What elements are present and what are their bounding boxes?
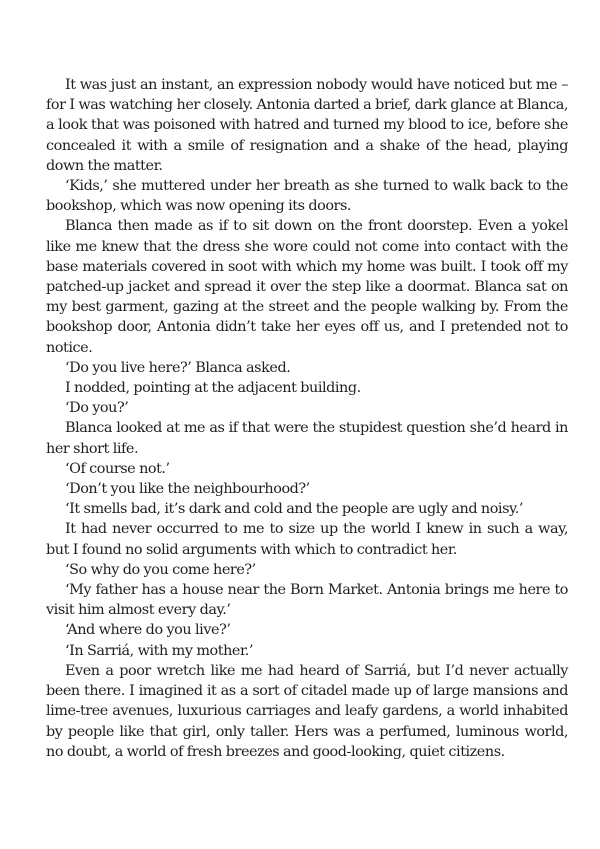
paragraph-2: ‘Kids,’ she muttered under her breath as she turned to walk back to the bookshop, which was now opening its doors. bbox=[46, 178, 568, 215]
paragraph-5: I nodded, pointing at the adjacent building. bbox=[65, 380, 361, 397]
paragraph-1: It was just an instant, an expression nobody would have noticed but me – for I was watching her closely. Antonia darted a brief, dark glance at Blanca, a look that was poisoned with hatred and turned my blood to ice, before she concealed it with a smile of resignation and a shake of the head, playing down the matter. bbox=[46, 77, 568, 174]
paragraph-9: ‘Don’t you like the neighbourhood?’ bbox=[65, 481, 310, 498]
paragraph-15: ‘In Sarriá, with my mother.’ bbox=[65, 642, 254, 659]
paragraph-11: It had never occurred to me to size up the world I knew in such a way, but I found no solid arguments with which to contradict her. bbox=[46, 521, 568, 558]
paragraph-10: ‘It smells bad, it’s dark and cold and the people are ugly and noisy.’ bbox=[65, 501, 524, 518]
paragraph-12: ‘So why do you come here?’ bbox=[65, 561, 256, 578]
paragraph-13: ‘My father has a house near the Born Market. Antonia brings me here to visit him almost every day.’ bbox=[46, 582, 568, 619]
paragraph-7: Blanca looked at me as if that were the stupidest question she’d heard in her short life. bbox=[46, 420, 568, 457]
paragraph-4: ‘Do you live here?’ Blanca asked. bbox=[65, 359, 291, 376]
paragraph-6: ‘Do you?’ bbox=[65, 400, 129, 417]
paragraph-16: Even a poor wretch like me had heard of Sarriá, but I’d never actually been there. I imagined it as a sort of citadel made up of large mansions and lime-tree avenues, luxurious carriages and leafy gardens, a world inhabited by people like that girl, only taller. Hers was a perfumed, luminous world, no doubt, a world of fresh breezes and good-looking, quiet citizens. bbox=[46, 662, 568, 760]
paragraph-14: ‘And where do you live?’ bbox=[65, 622, 231, 639]
paragraph-3: Blanca then made as if to sit down on the front doorstep. Even a yokel like me knew that the dress she wore could not come into contact with the base materials covered in soot with which my home was built. I took off my patched-up jacket and spread it over the step like a doormat. Blanca sat on my best garment, gazing at the street and the people walking by. From the bookshop door, Antonia didn’t take her eyes off us, and I pretended not to notice. bbox=[46, 218, 568, 356]
book-page-text bbox=[46, 75, 568, 762]
paragraph-8: ‘Of course not.’ bbox=[65, 460, 170, 477]
